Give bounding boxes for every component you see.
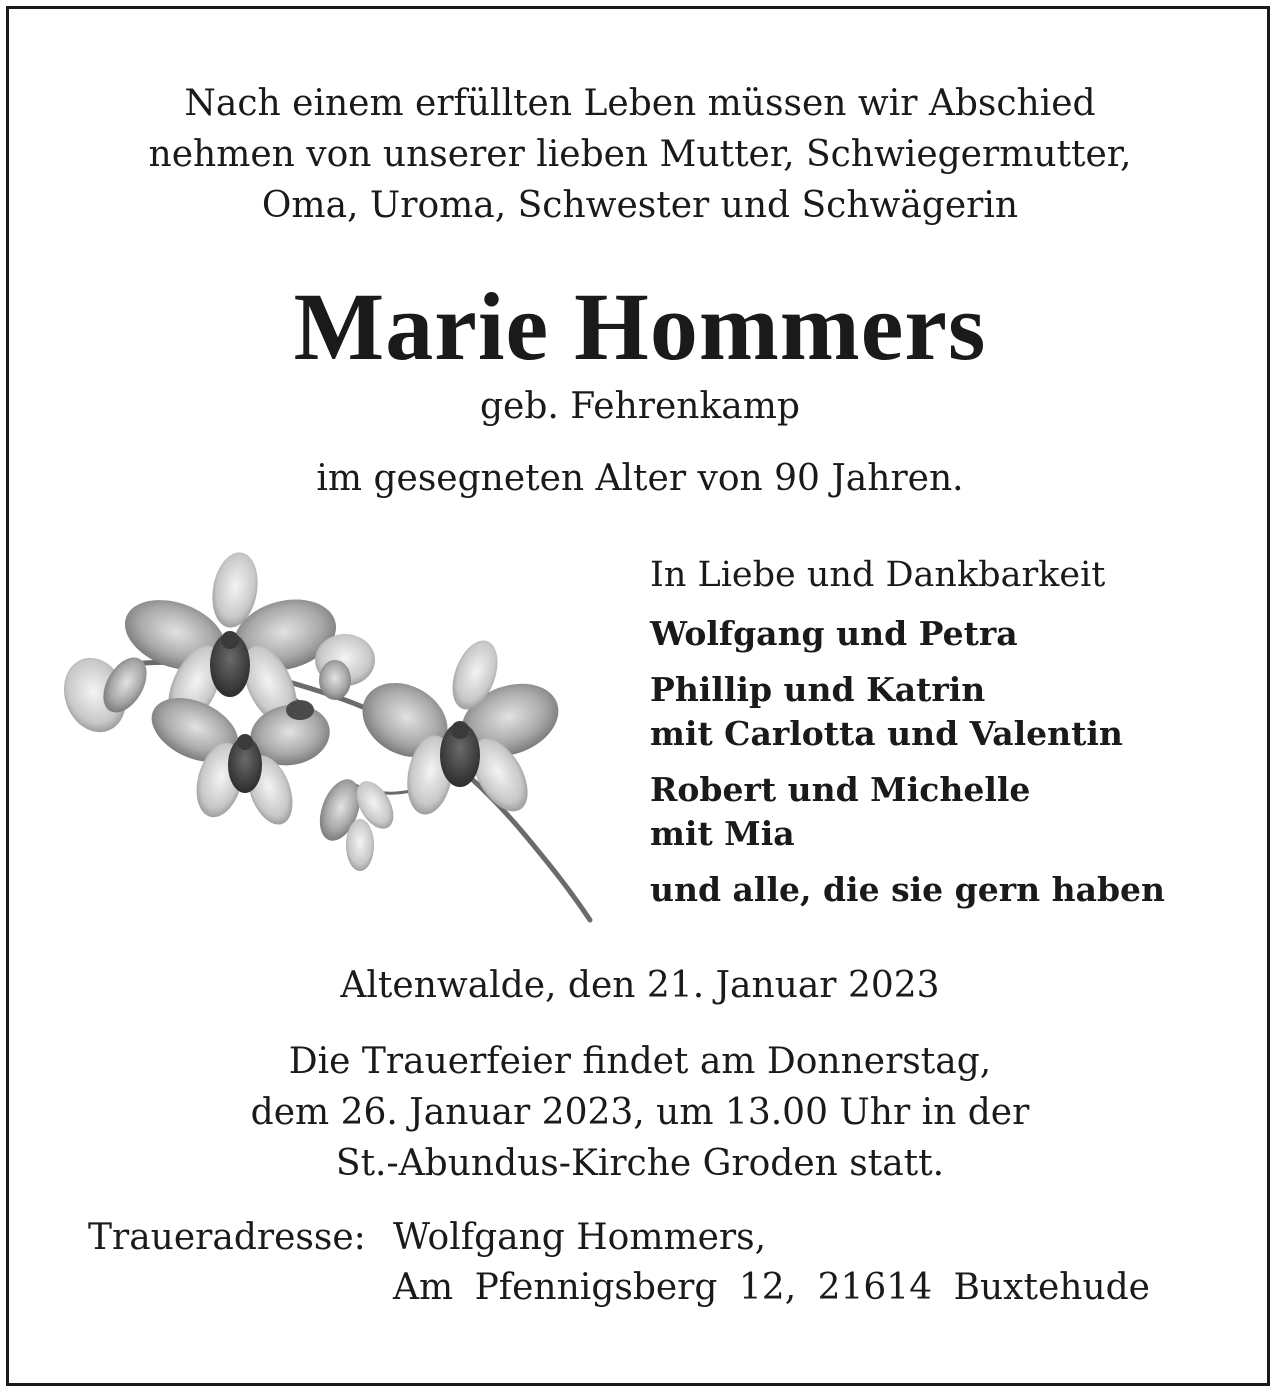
orchid-image — [55, 545, 605, 925]
mourners-lead: In Liebe und Dankbarkeit — [650, 555, 1106, 595]
intro-line: nehmen von unserer lieben Mutter, Schwiegermutter, — [148, 134, 1132, 175]
mourner-line: Wolfgang und Petra — [650, 614, 1018, 653]
deceased-name: Marie Hommers — [293, 273, 987, 380]
address-street: Am Pfennigsberg 12, 21614 Buxtehude — [393, 1267, 1150, 1308]
ceremony-info — [0, 1036, 1280, 1189]
mourner-group — [650, 668, 1250, 756]
place-date: Altenwalde, den 21. Januar 2023 — [340, 965, 940, 1006]
birth-name: geb. Fehrenkamp — [480, 386, 800, 427]
mourner-group — [650, 868, 1250, 912]
mourner-group — [650, 612, 1250, 656]
address-label: Traueradresse: — [88, 1217, 366, 1258]
ceremony-line: St.-Abundus-Kirche Groden statt. — [335, 1143, 945, 1184]
intro-line: Oma, Uroma, Schwester und Schwägerin — [261, 185, 1019, 226]
mourners-block — [650, 548, 1250, 924]
intro-line: Nach einem erfüllten Leben müssen wir Abschied — [184, 83, 1096, 124]
mourner-line: Robert und Michelle — [650, 770, 1031, 809]
age-line: im gesegneten Alter von 90 Jahren. — [316, 458, 964, 499]
mourner-line: Phillip und Katrin — [650, 670, 986, 709]
mourner-line: und alle, die sie gern haben — [650, 870, 1166, 909]
mourner-group — [650, 768, 1250, 856]
ceremony-line: dem 26. Januar 2023, um 13.00 Uhr in der — [250, 1092, 1030, 1133]
ceremony-line: Die Trauerfeier findet am Donnerstag, — [288, 1041, 992, 1082]
address-name: Wolfgang Hommers, — [393, 1217, 767, 1258]
mourner-line: mit Carlotta und Valentin — [650, 714, 1123, 753]
intro-text — [0, 78, 1280, 231]
mourner-line: mit Mia — [650, 814, 795, 853]
